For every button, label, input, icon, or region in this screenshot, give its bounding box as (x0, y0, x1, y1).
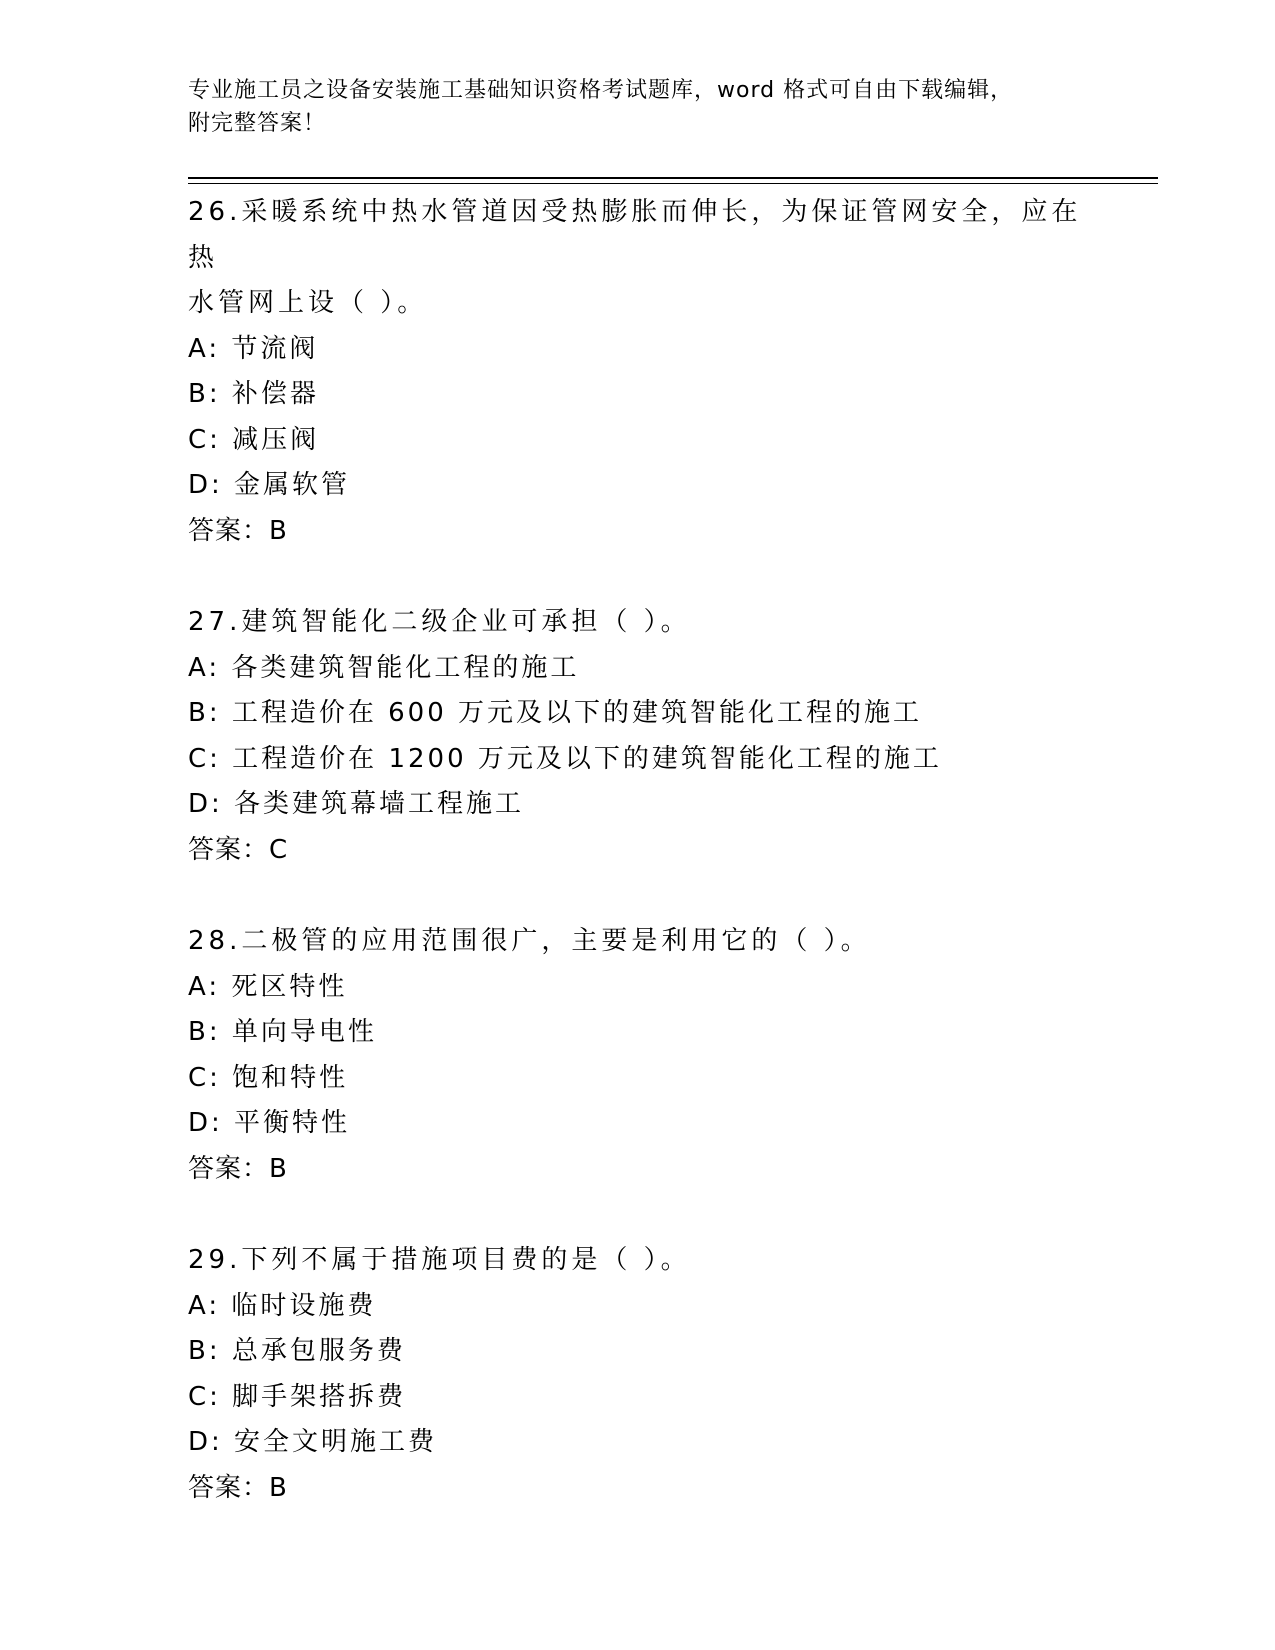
question-26 (188, 190, 1088, 554)
question-stem: 29.下列不属于措施项目费的是（ ）。 (188, 1245, 691, 1275)
option-d: D: 各类建筑幕墙工程施工 (188, 789, 525, 819)
header-divider-thin (188, 183, 1158, 184)
option-a: A: 临时设施费 (188, 1290, 377, 1321)
option-b: B: 补偿器 (188, 379, 319, 409)
question-29 (188, 1238, 1088, 1511)
header-line-1: 专业施工员之设备安装施工基础知识资格考试题库，word 格式可自由下载编辑， (188, 78, 1014, 103)
option-b: B: 单向导电性 (188, 1017, 377, 1047)
option-a: A: 各类建筑智能化工程的施工 (188, 652, 580, 683)
question-stem: 27.建筑智能化二级企业可承担（ ）。 (188, 607, 691, 637)
document-header (188, 74, 1068, 140)
question-27 (188, 600, 1088, 873)
answer-line: 答案：B (188, 515, 288, 546)
question-stem: 28.二极管的应用范围很广，主要是利用它的（ ）。 (188, 926, 871, 956)
option-a: A: 死区特性 (188, 971, 348, 1002)
option-b: B: 总承包服务费 (188, 1336, 406, 1366)
option-d: D: 平衡特性 (188, 1108, 351, 1138)
question-28 (188, 919, 1088, 1192)
option-c: C: 减压阀 (188, 424, 320, 455)
option-c: C: 工程造价在 1200 万元及以下的建筑智能化工程的施工 (188, 743, 942, 774)
option-c: C: 脚手架搭拆费 (188, 1381, 407, 1412)
option-b: B: 工程造价在 600 万元及以下的建筑智能化工程的施工 (188, 698, 923, 728)
question-stem-continued: 水管网上设（ ）。 (188, 288, 428, 318)
option-c: C: 饱和特性 (188, 1062, 349, 1093)
question-stem: 26.采暖系统中热水管道因受热膨胀而伸长，为保证管网安全，应在热 (188, 197, 1082, 273)
option-a: A: 节流阀 (188, 333, 319, 364)
option-d: D: 安全文明施工费 (188, 1427, 438, 1457)
option-d: D: 金属软管 (188, 470, 351, 500)
answer-line: 答案：B (188, 1153, 288, 1184)
header-line-2: 附完整答案！ (188, 111, 327, 136)
header-divider-thick (188, 177, 1158, 179)
answer-line: 答案：C (188, 834, 289, 865)
answer-line: 答案：B (188, 1472, 288, 1503)
question-list (188, 190, 1088, 1557)
